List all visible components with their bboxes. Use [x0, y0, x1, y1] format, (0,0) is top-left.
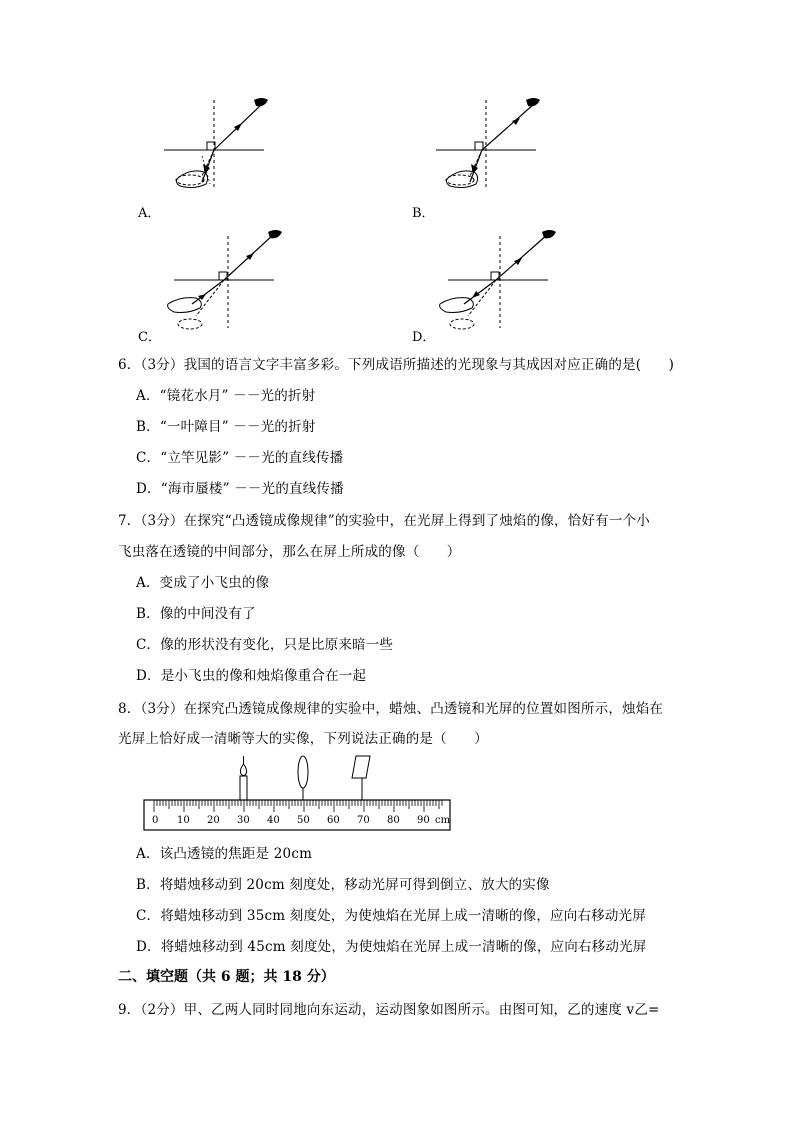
- question-6-option-c: C．“立竿见影” －－光的直线传播: [136, 450, 344, 466]
- figure-label-c: C．: [138, 330, 161, 345]
- question-7-option-d: D．是小飞虫的像和烛焰像重合在一起: [136, 668, 367, 684]
- ruler-label-90: 90: [417, 815, 430, 826]
- ruler-label-20: 20: [207, 815, 220, 826]
- question-6-option-a: A．“镜花水月” －－光的折射: [136, 388, 316, 404]
- question-7-option-b: B．像的中间没有了: [136, 606, 256, 622]
- ruler-label-80: 80: [387, 815, 400, 826]
- question-9-stem: 9．（2分）甲、乙两人同时同地向东运动，运动图象如图所示。由图可知，乙的速度 v乙=: [118, 1002, 660, 1018]
- section-2-title: 二、填空题（共 6 题；共 18 分）: [118, 969, 335, 985]
- ruler-label-70: 70: [357, 815, 370, 826]
- question-8-option-c: C．将蜡烛移动到 35cm 刻度处，为使烛焰在光屏上成一清晰的像，应向右移动光屏: [136, 908, 646, 924]
- question-8-option-a: A．该凸透镜的焦距是 20cm: [136, 846, 313, 862]
- question-7-option-a: A．变成了小飞虫的像: [136, 575, 270, 591]
- figure-option-a: [150, 96, 280, 191]
- ruler-label-0: 0: [152, 815, 159, 826]
- light-screen-icon: [352, 756, 370, 800]
- optical-bench-figure: [140, 752, 460, 837]
- figure-label-d: D．: [412, 330, 436, 345]
- ruler-label-40: 40: [267, 815, 280, 826]
- ruler-unit-label: cm: [435, 815, 451, 826]
- question-8-option-d: D．将蜡烛移动到 45cm 刻度处，为使烛焰在光屏上成一清晰的像，应向右移动光屏: [136, 939, 647, 955]
- ruler-label-60: 60: [327, 815, 340, 826]
- figure-label-b: B．: [412, 206, 435, 221]
- ruler-label-50: 50: [297, 815, 310, 826]
- question-8-stem-line2: 光屏上恰好成一清晰等大的实像，下列说法正确的是（ ）: [118, 731, 488, 747]
- question-7-stem-line2: 飞虫落在透镜的中间部分，那么在屏上所成的像（ ）: [118, 544, 461, 560]
- question-8-stem-line1: 8．（3分）在探究凸透镜成像规律的实验中，蜡烛、凸透镜和光屏的位置如图所示，烛焰在: [118, 701, 664, 717]
- figure-label-a: A．: [138, 206, 161, 221]
- convex-lens-icon: [298, 756, 308, 800]
- question-6-option-b: B．“一叶障目” －－光的折射: [136, 419, 316, 435]
- question-6-option-d: D．“海市蜃楼” －－光的直线传播: [136, 481, 344, 497]
- figure-option-b: [422, 96, 552, 191]
- candle-icon: [240, 756, 247, 800]
- question-6-stem: 6．（3分）我国的语言文字丰富多彩。下列成语所描述的光现象与其成因对应正确的是( ): [118, 357, 675, 373]
- figure-option-d: [434, 228, 564, 338]
- question-8-option-b: B．将蜡烛移动到 20cm 刻度处，移动光屏可得到倒立、放大的实像: [136, 877, 550, 893]
- question-7-stem-line1: 7．（3分）在探究“凸透镜成像规律”的实验中，在光屏上得到了烛焰的像，恰好有一个小: [118, 513, 650, 529]
- ruler-label-30: 30: [237, 815, 250, 826]
- question-7-option-c: C．像的形状没有变化，只是比原来暗一些: [136, 637, 394, 653]
- figure-option-c: [160, 228, 290, 338]
- ruler-label-10: 10: [177, 815, 190, 826]
